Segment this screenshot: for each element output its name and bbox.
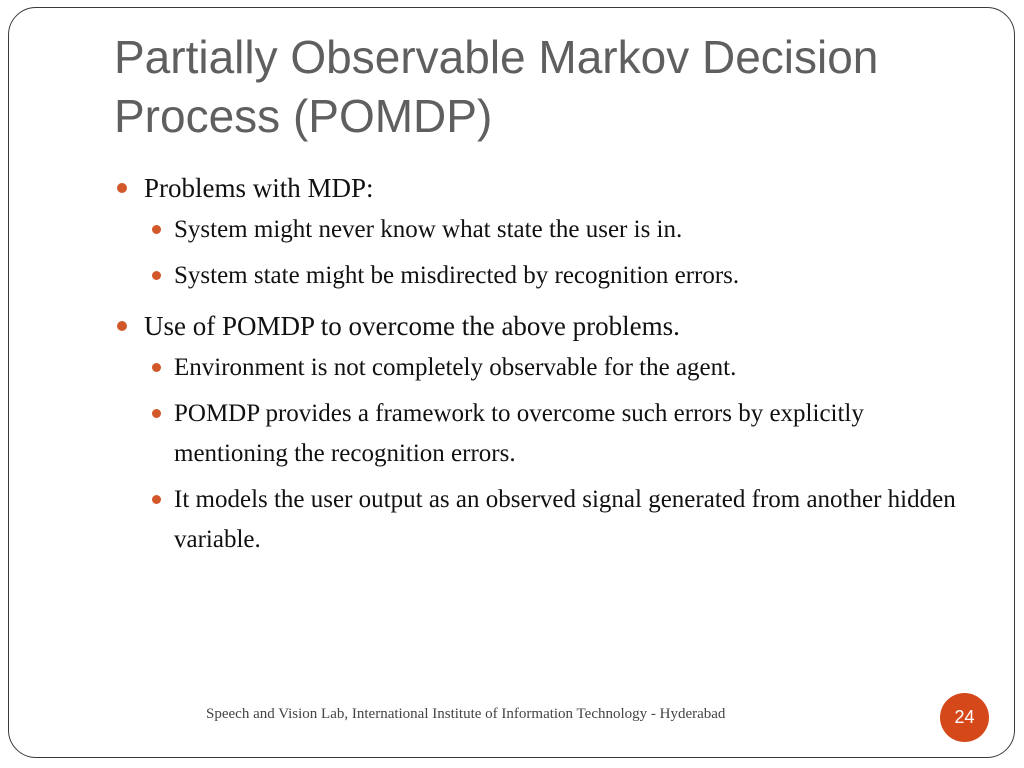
slide-footer: Speech and Vision Lab, International Institute of Information Technology - Hyderabad: [206, 706, 726, 722]
sub-bullet-item: [144, 256, 974, 296]
bullet-dot-icon: [152, 409, 161, 418]
sub-bullet-text: System state might be misdirected by recognition errors.: [174, 262, 740, 289]
bullet-text: Problems with MDP:: [144, 173, 374, 203]
slide-title: Partially Observable Markov Decision Process (POMDP): [114, 31, 879, 142]
sub-bullet-text: It models the user output as an observed signal generated from another hidden variable.: [174, 486, 956, 553]
sub-bullet-list: [144, 210, 974, 296]
sub-bullet-text: System might never know what state the user is in.: [174, 216, 683, 243]
bullet-dot-icon: [117, 321, 127, 331]
page-number-badge: 24: [940, 693, 989, 742]
sub-bullet-list: [144, 348, 974, 560]
bullet-dot-icon: [152, 363, 161, 372]
slide-body: [114, 170, 974, 572]
sub-bullet-item: [144, 480, 974, 560]
bullet-use-of-pomdp: [114, 308, 974, 560]
bullet-problems-with-mdp: [114, 170, 974, 296]
sub-bullet-text: Environment is not completely observable for the agent.: [174, 354, 737, 381]
bullet-dot-icon: [152, 225, 161, 234]
bullet-dot-icon: [152, 271, 161, 280]
bullet-text: Use of POMDP to overcome the above problems.: [144, 311, 680, 341]
sub-bullet-item: [144, 348, 974, 388]
sub-bullet-text: POMDP provides a framework to overcome such errors by explicitly mentioning the recognition errors.: [174, 400, 864, 467]
bullet-dot-icon: [152, 495, 161, 504]
bullet-dot-icon: [117, 183, 127, 193]
sub-bullet-item: [144, 394, 974, 474]
sub-bullet-item: [144, 210, 974, 250]
